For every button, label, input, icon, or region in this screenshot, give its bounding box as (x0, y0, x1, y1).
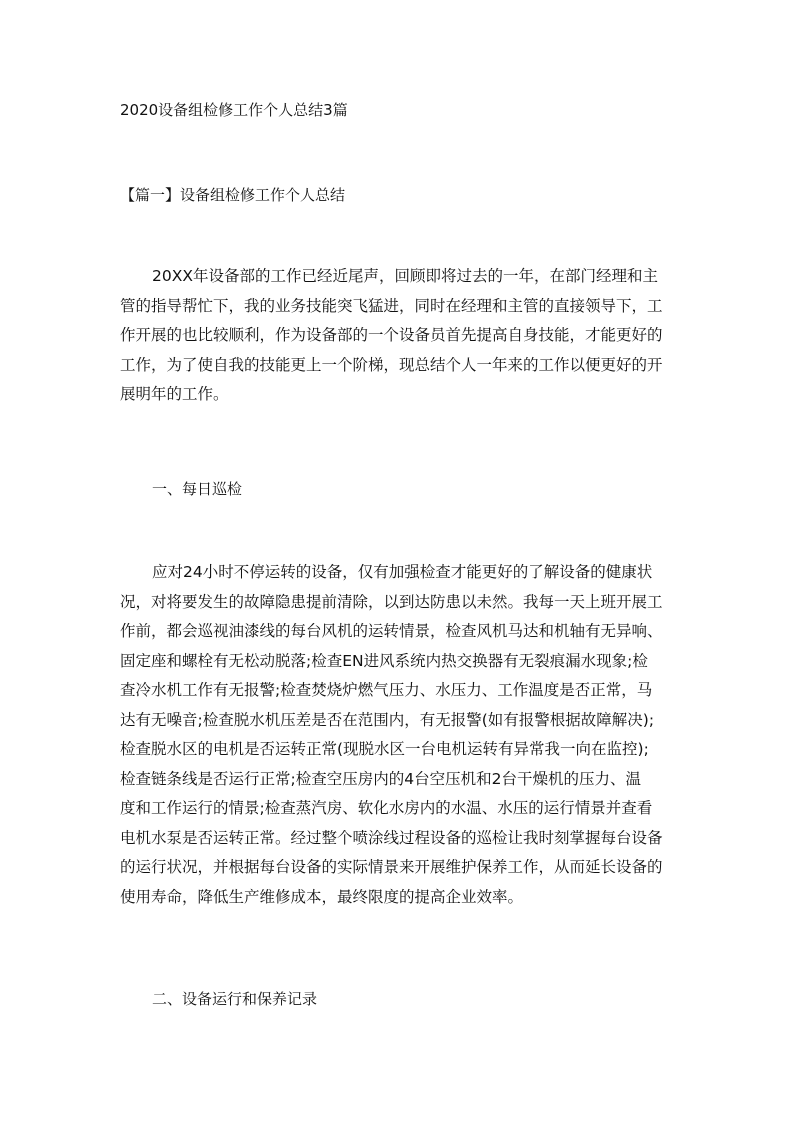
paragraph-line: 度和工作运行的情景;检查蒸汽房、软化水房内的水温、水压的运行情景并查看 (120, 799, 653, 817)
subsection-heading-operation-records: 二、设备运行和保养记录 (152, 990, 318, 1008)
paragraph-line: 固定座和螺栓有无松动脱落;检查EN进风系统内热交换器有无裂痕漏水现象;检 (120, 651, 648, 670)
paragraph-line: 应对24小时不停运转的设备，仅有加强检查才能更好的了解设备的健康状 (152, 563, 653, 581)
paragraph-line: 作开展的也比较顺利，作为设备部的一个设备员首先提高自身技能，才能更好的 (120, 326, 663, 344)
paragraph-line: 检查链条线是否运行正常;检查空压房内的4台空压机和2台干燥机的压力、温 (120, 769, 641, 788)
document-title: 2020设备组检修工作个人总结3篇 (120, 101, 348, 119)
paragraph-line: 电机水泵是否运转正常。经过整个喷涂线过程设备的巡检让我时刻掌握每台设备 (120, 828, 663, 847)
paragraph-line: 使用寿命，降低生产维修成本，最终限度的提高企业效率。 (120, 887, 524, 906)
paragraph-line: 达有无噪音;检查脱水机压差是否在范围内，有无报警(如有报警根据故障解决); (120, 710, 655, 729)
paragraph-line: 查冷水机工作有无报警;检查焚烧炉燃气压力、水压力、工作温度是否正常，马 (120, 681, 653, 699)
paragraph-line: 检查脱水区的电机是否运转正常(现脱水区一台电机运转有异常我一向在监控); (120, 740, 649, 758)
paragraph-line: 管的指导帮忙下，我的业务技能突飞猛进，同时在经理和主管的直接领导下，工 (120, 296, 663, 315)
paragraph-line: 况，对将要发生的故障隐患提前清除，以到达防患以未然。我每一天上班开展工 (120, 592, 663, 611)
section-heading-part-one: 【篇一】设备组检修工作个人总结 (120, 186, 346, 204)
paragraph-line: 工作，为了使自我的技能更上一个阶梯，现总结个人一年来的工作以便更好的开 (120, 355, 663, 374)
patrol-paragraph (120, 558, 680, 912)
paragraph-line: 20XX年设备部的工作已经近尾声，回顾即将过去的一年，在部门经理和主 (152, 267, 658, 285)
paragraph-line: 作前，都会巡视油漆线的每台风机的运转情景，检查风机马达和机轴有无异响、 (120, 622, 663, 640)
subsection-heading-daily-patrol: 一、每日巡检 (152, 480, 243, 498)
intro-paragraph (120, 262, 680, 410)
paragraph-line: 的运行状况，并根据每台设备的实际情景来开展维护保养工作，从而延长设备的 (120, 858, 663, 876)
paragraph-line: 展明年的工作。 (120, 385, 229, 403)
